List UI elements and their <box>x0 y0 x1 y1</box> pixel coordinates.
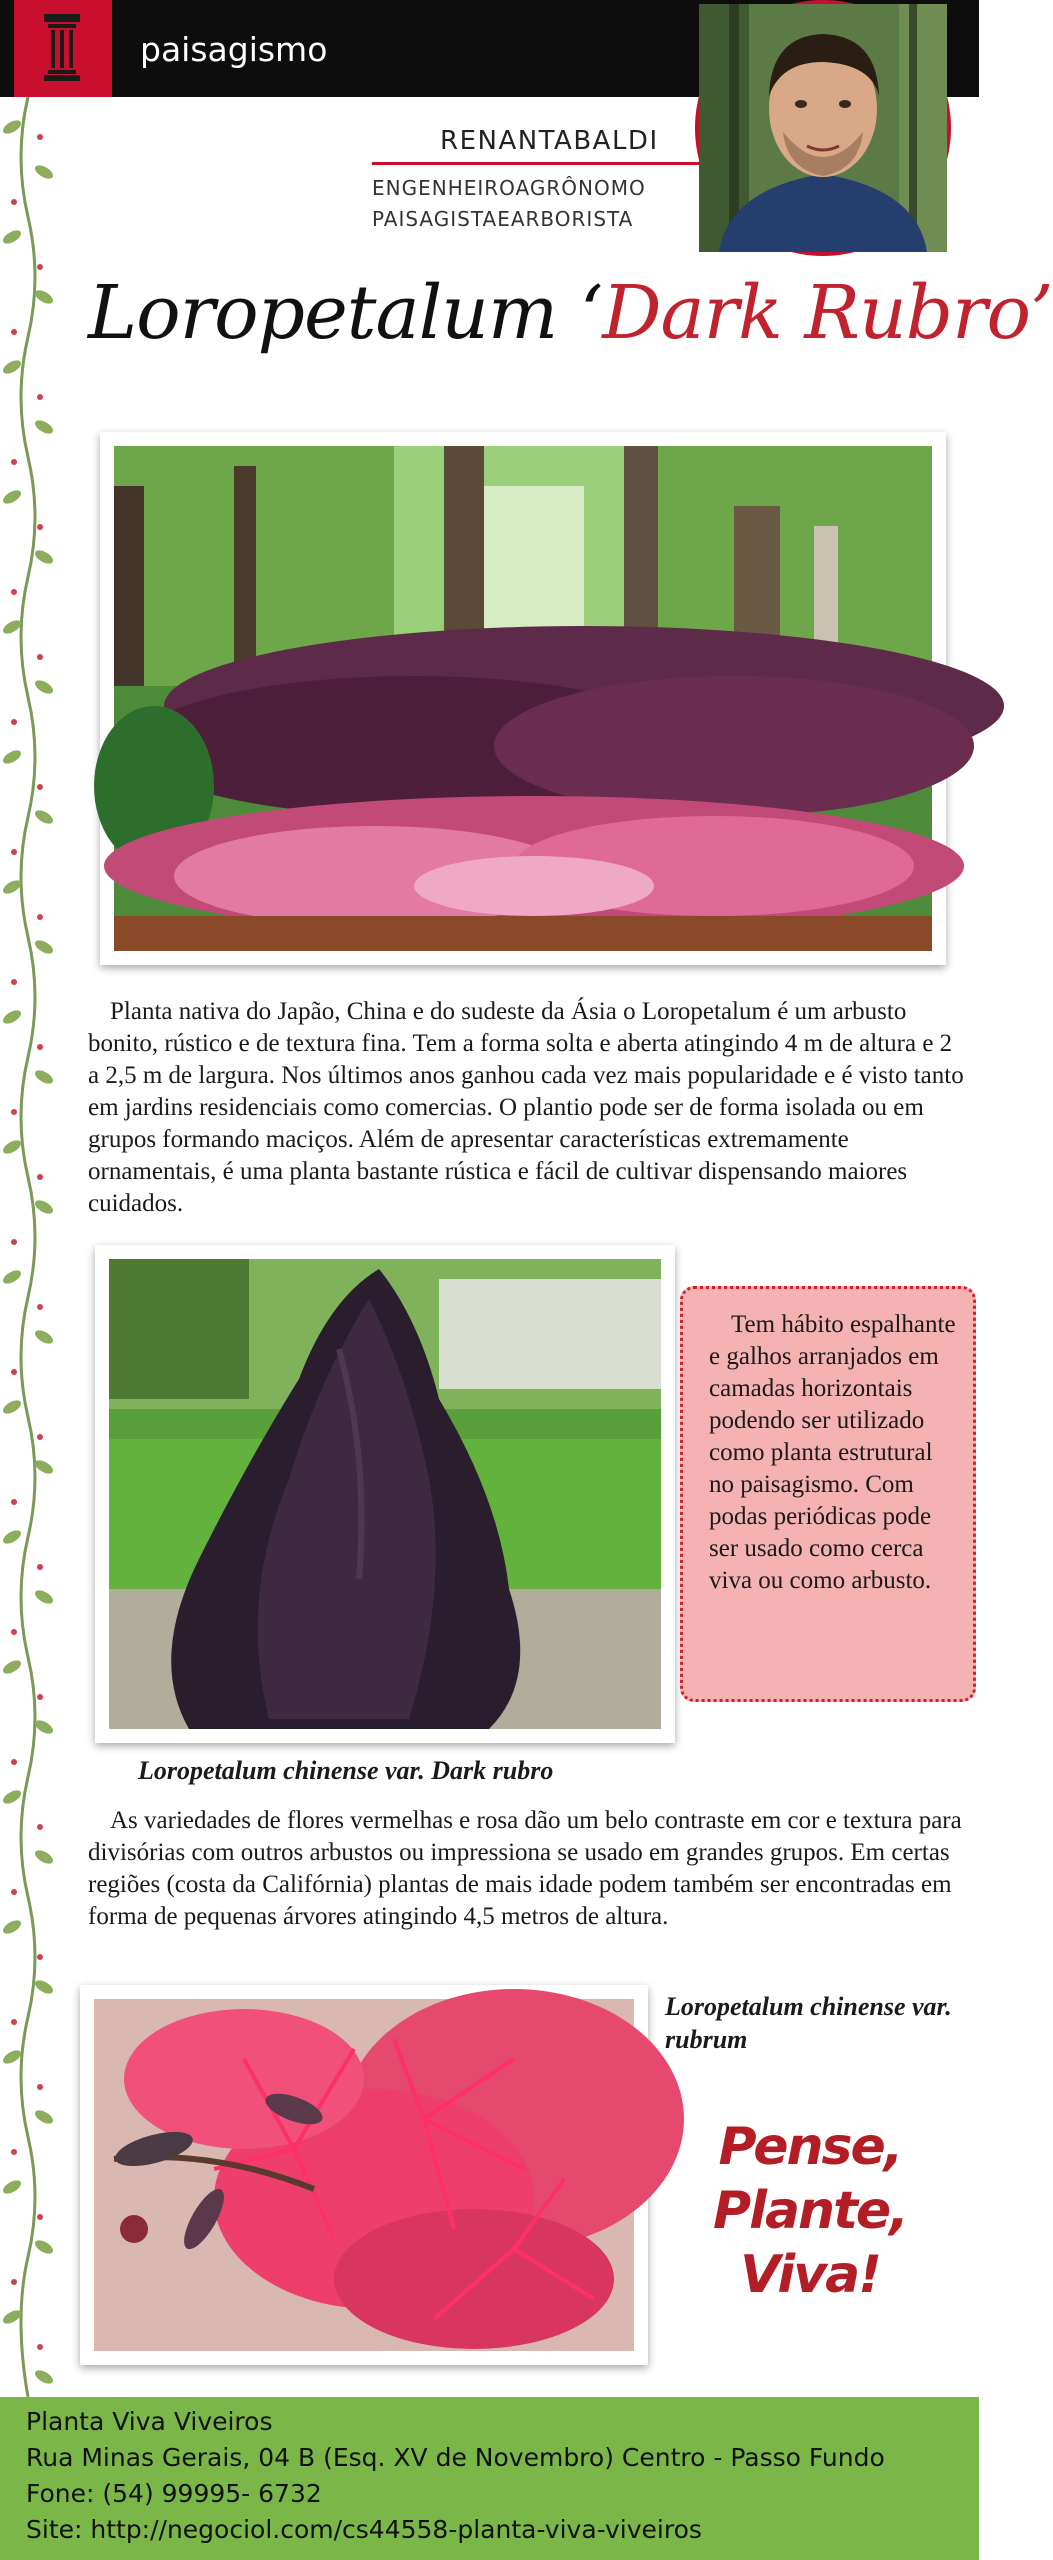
intro-paragraph: Planta nativa do Japão, China e do sudeste da Ásia o Loropetalum é um arbusto bonito, rústico e de textura fina. Tem a forma solta e aberta atingindo 4 m de altura e 2 a 2,5 m de largura. Nos últimos anos ganhou cada vez mais popularidade e é visto tanto em jardins residenciais como comercias. O plantio pode ser de forma isolada ou em grupos formando maciços. Além de apresentar características extremamente ornamentais, é uma planta bastante rústica e fácil de cultivar dispensando maiores cuidados. <box>88 998 964 1217</box>
footer-phone: Fone: (54) 99995- 6732 <box>26 2479 322 2508</box>
footer-address: Rua Minas Gerais, 04 B (Esq. XV de Novembro) Centro - Passo Fundo <box>26 2443 885 2472</box>
varieties-paragraph: As variedades de flores vermelhas e rosa dão um belo contraste em cor e textura para divisórias com outros arbustos ou impressiona se usado em grandes grupos. Em certas regiões (costa da Califórnia) plantas de mais idade podem também ser encontradas em forma de pequenas árvores atingindo 4,5 metros de altura. <box>88 1807 962 1930</box>
slogan <box>690 2115 930 2307</box>
author-avatar <box>695 0 951 256</box>
garden-photo <box>100 432 946 965</box>
slogan-line-3: Viva! <box>740 2245 880 2305</box>
photo-caption-dark-rubro: Loropetalum chinense var. Dark rubro <box>138 1756 554 1785</box>
author-role-1: ENGENHEIROAGRÔNOMO <box>372 176 646 200</box>
section-label: paisagismo <box>140 30 328 69</box>
callout-text: Tem hábito espalhante e galhos arranjados em camadas horizontais podendo ser utilizado como planta estrutural no paisagismo. Com podas periódicas pode ser usado como cerca viva ou como arbusto. <box>709 1311 956 1594</box>
slogan-line-2: Plante, <box>713 2181 907 2241</box>
title-highlight: Dark Rubro <box>602 270 1031 356</box>
author-name: RENANTABALDI <box>440 126 659 156</box>
footer-business-name: Planta Viva Viveiros <box>26 2407 273 2436</box>
footer-site-link[interactable]: Site: http://negociol.com/cs44558-planta-viva-viveiros <box>26 2515 702 2544</box>
article-title <box>88 270 1053 356</box>
footer-contact <box>0 2397 979 2560</box>
author-divider <box>372 162 702 165</box>
rubrum-flower-photo <box>80 1985 648 2365</box>
vine-border-decoration <box>0 97 56 2397</box>
author-role-2: PAISAGISTAEARBORISTA <box>372 207 634 231</box>
title-close-quote: ’ <box>1030 270 1053 356</box>
column-icon <box>42 12 82 82</box>
photo-caption-rubrum: Loropetalum chinense var. rubrum <box>665 1992 952 2054</box>
dark-rubro-photo <box>95 1245 675 1743</box>
slogan-line-1: Pense, <box>718 2117 902 2177</box>
highlight-callout <box>680 1286 976 1702</box>
title-plain: Loropetalum ‘ <box>88 270 603 356</box>
